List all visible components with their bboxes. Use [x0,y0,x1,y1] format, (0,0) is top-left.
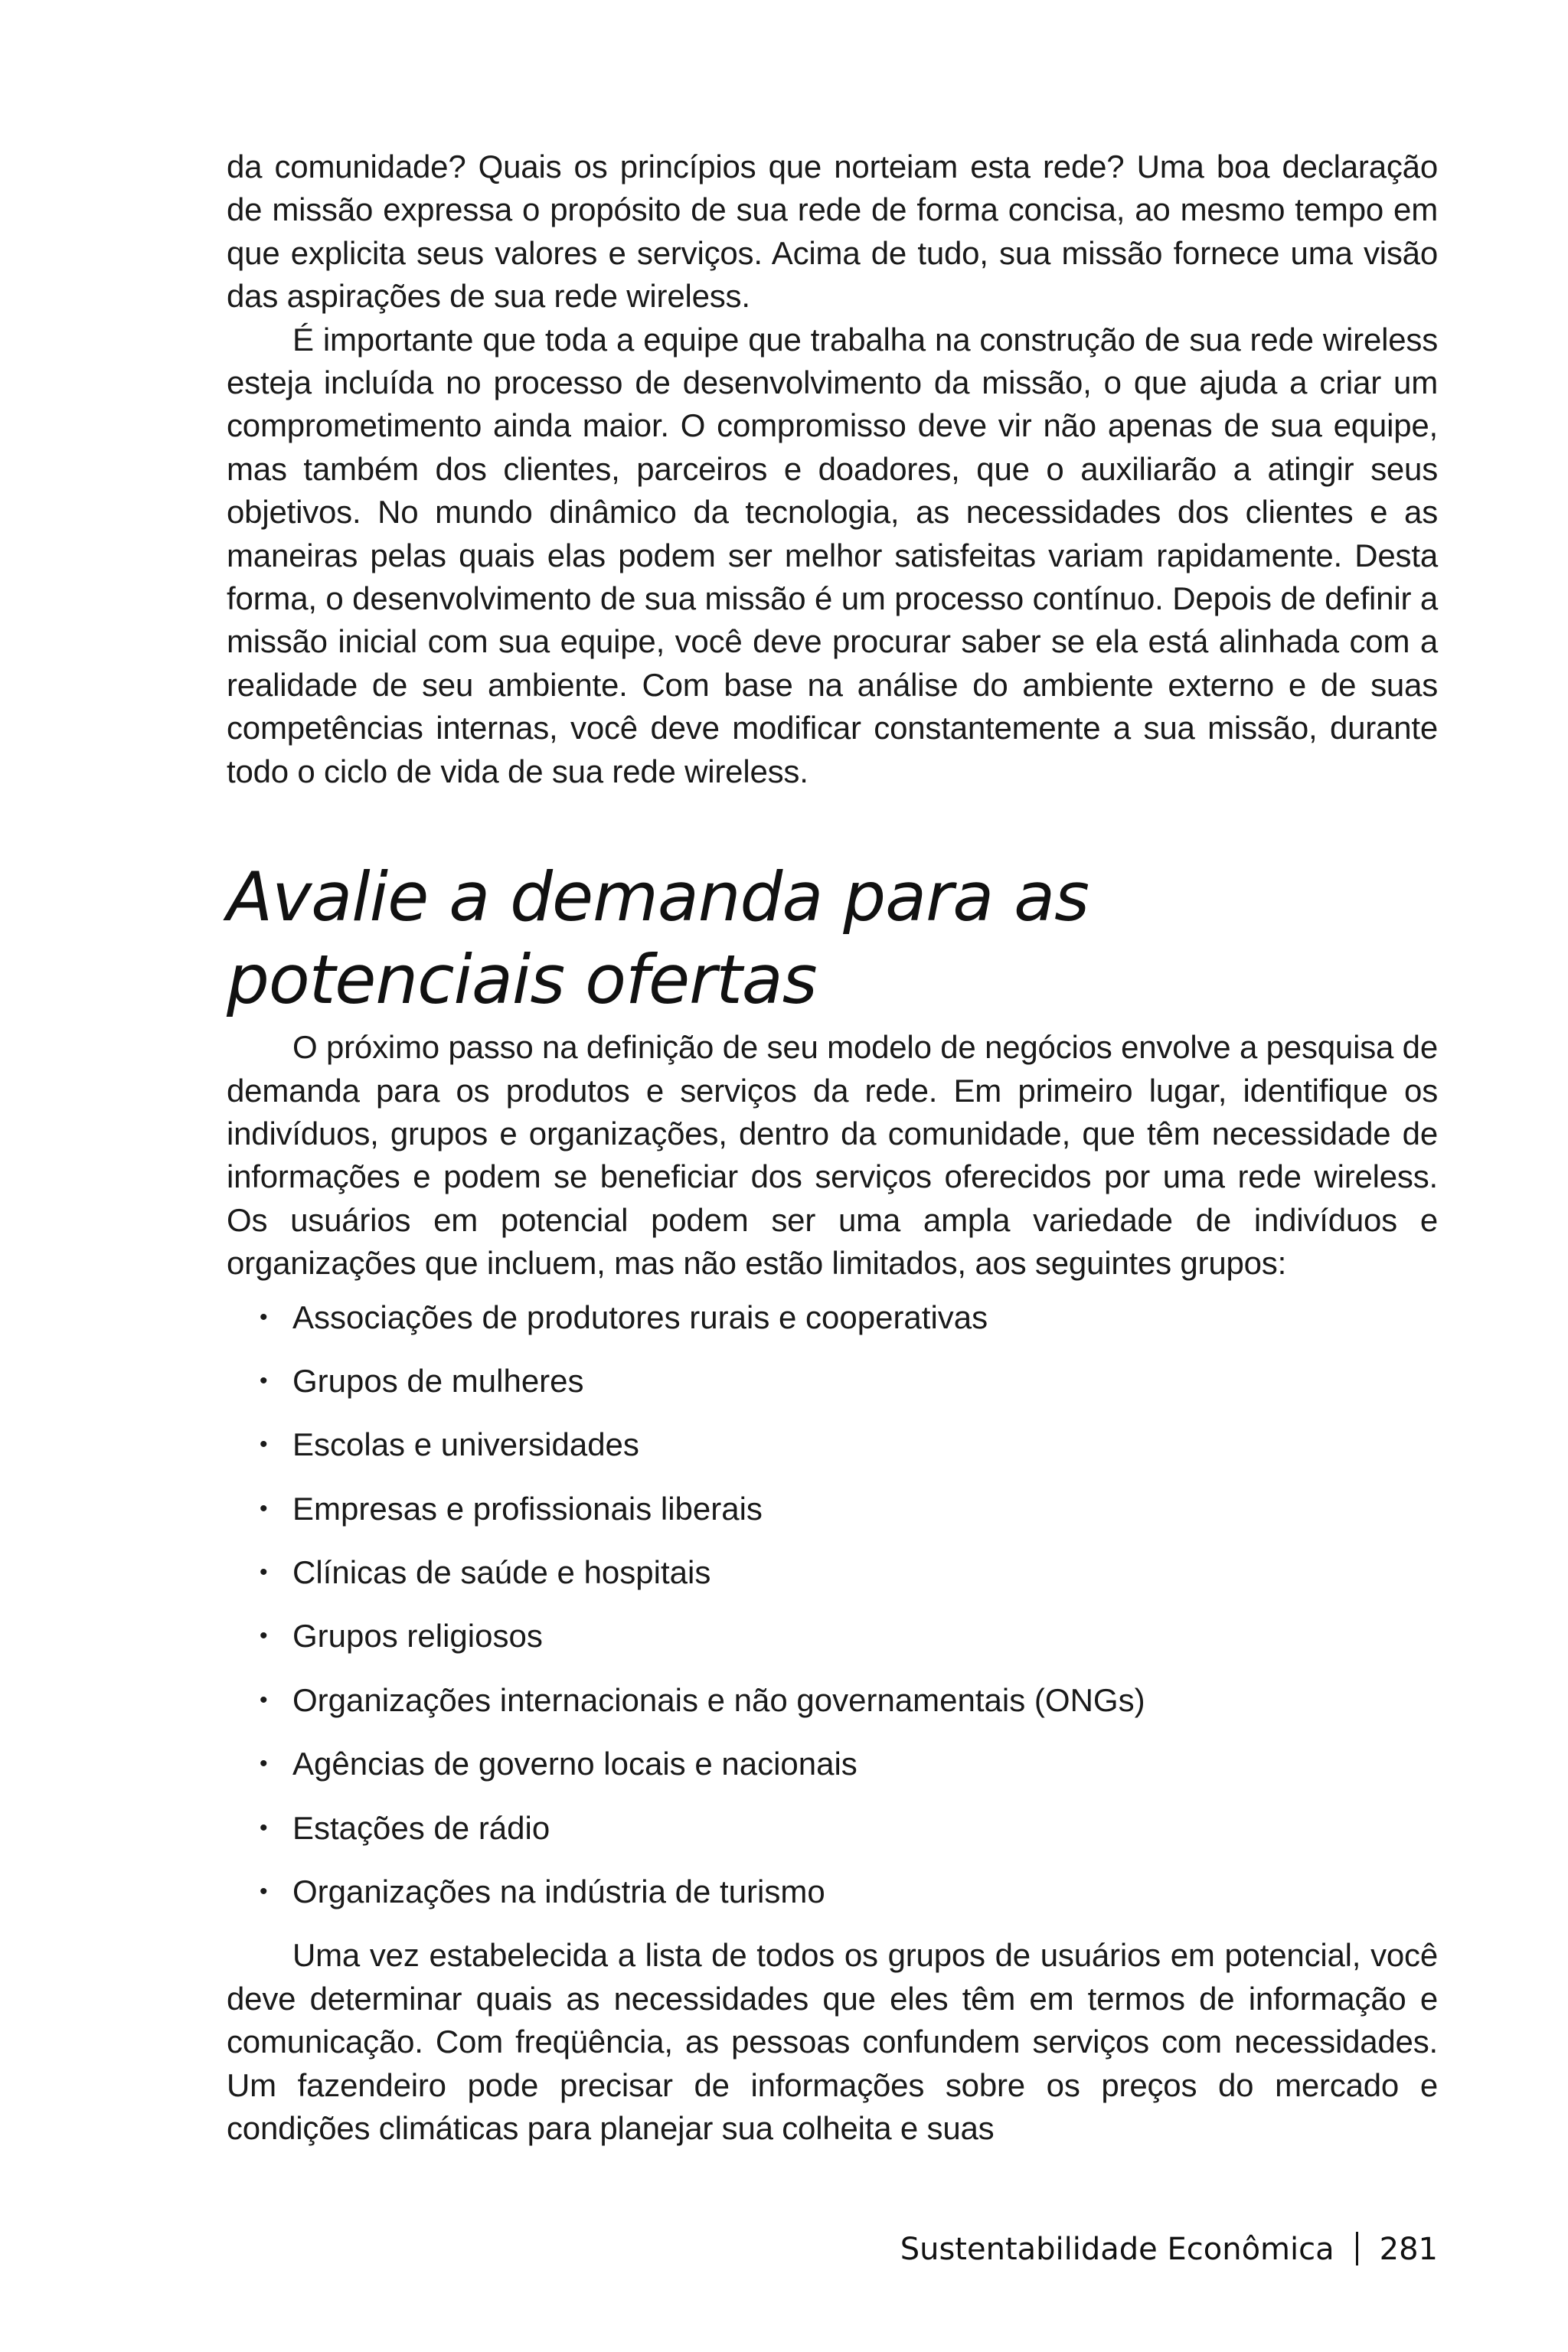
list-item: • Organizações internacionais e não governamentais (ONGs) [227,1679,1438,1722]
body-paragraph-demand: O próximo passo na definição de seu modelo de negócios envolve a pesquisa de demanda para os produtos e serviços da rede. Em primeiro lugar, identifique os indivíduos, grupos e organizações, dentro da comunidade, que têm necessidade de informações e podem se beneficiar dos serviços oferecidos por uma rede wireless. Os usuários em potencial podem ser uma ampla variedade de indivíduos e organizações que incluem, mas não estão limitados, aos seguintes grupos: [227,1029,1438,1282]
page-footer [900,2226,1438,2272]
list-item: • Agências de governo locais e nacionais [227,1743,1438,1785]
section-heading [227,856,1438,1021]
body-paragraph-mission-team: É importante que toda a equipe que trabalha na construção de sua rede wireless esteja incluída no processo de desenvolvimento da missão, o que ajuda a criar um comprometimento ainda maior. O compromisso deve vir não apenas de sua equipe, mas também dos clientes, parceiros e doadores, que o auxiliarão a atingir seus objetivos. No mundo dinâmico da tecnologia, as necessidades dos clientes e as maneiras pelas quais elas podem ser melhor satisfeitas variam rapidamente. Desta forma, o desenvolvimento de sua missão é um processo contínuo. Depois de definir a missão inicial com sua equipe, você deve procurar saber se ela está alinhada com a realidade de seu ambiente. Com base na análise do ambiente externo e de suas competências internas, você deve modificar constantemente a sua missão, durante todo o ciclo de vida de sua rede wireless. [227,321,1438,789]
bullet-icon: • [260,1879,268,1905]
bullet-icon: • [260,1815,268,1841]
bullet-icon: • [260,1687,268,1713]
bullet-icon: • [260,1304,268,1330]
section-heading-line-2: potenciais ofertas [227,940,817,1020]
list-item: • Clínicas de saúde e hospitais [227,1551,1438,1594]
footer-separator [1356,2232,1358,2265]
list-item: • Estações de rádio [227,1807,1438,1850]
bullet-icon: • [260,1367,268,1393]
page-number: 281 [1379,2232,1438,2267]
list-item: • Escolas e universidades [227,1423,1438,1466]
list-item: • Empresas e profissionais liberais [227,1488,1438,1530]
list-item: • Organizações na indústria de turismo [227,1870,1438,1913]
bullet-icon: • [260,1751,268,1777]
running-footer-chapter: Sustentabilidade Econômica [900,2232,1334,2267]
user-groups-list [227,1296,1438,1914]
body-paragraph-mission-intro: da comunidade? Quais os princípios que norteiam esta rede? Uma boa declaração de missão expressa o propósito de sua rede de forma concisa, ao mesmo tempo em que explicita seus valores e serviços. Acima de tudo, sua missão fornece uma visão das aspirações de sua rede wireless. [227,149,1438,315]
list-item: • Grupos de mulheres [227,1360,1438,1403]
section-heading-line-1: Avalie a demanda para as [227,858,1089,937]
body-paragraph-needs: Uma vez estabelecida a lista de todos os grupos de usuários em potencial, você deve determinar quais as necessidades que eles têm em termos de informação e comunicação. Com freqüência, as pessoas confundem serviços com necessidades. Um fazendeiro pode precisar de informações sobre os preços do mercado e condições climáticas para planejar sua colheita e suas [227,1937,1438,2147]
list-item: • Grupos religiosos [227,1615,1438,1658]
bullet-icon: • [260,1560,268,1586]
bullet-icon: • [260,1432,268,1458]
list-item: • Associações de produtores rurais e cooperativas [227,1296,1438,1339]
page-content [227,145,1438,2150]
bullet-icon: • [260,1495,268,1521]
bullet-icon: • [260,1623,268,1649]
